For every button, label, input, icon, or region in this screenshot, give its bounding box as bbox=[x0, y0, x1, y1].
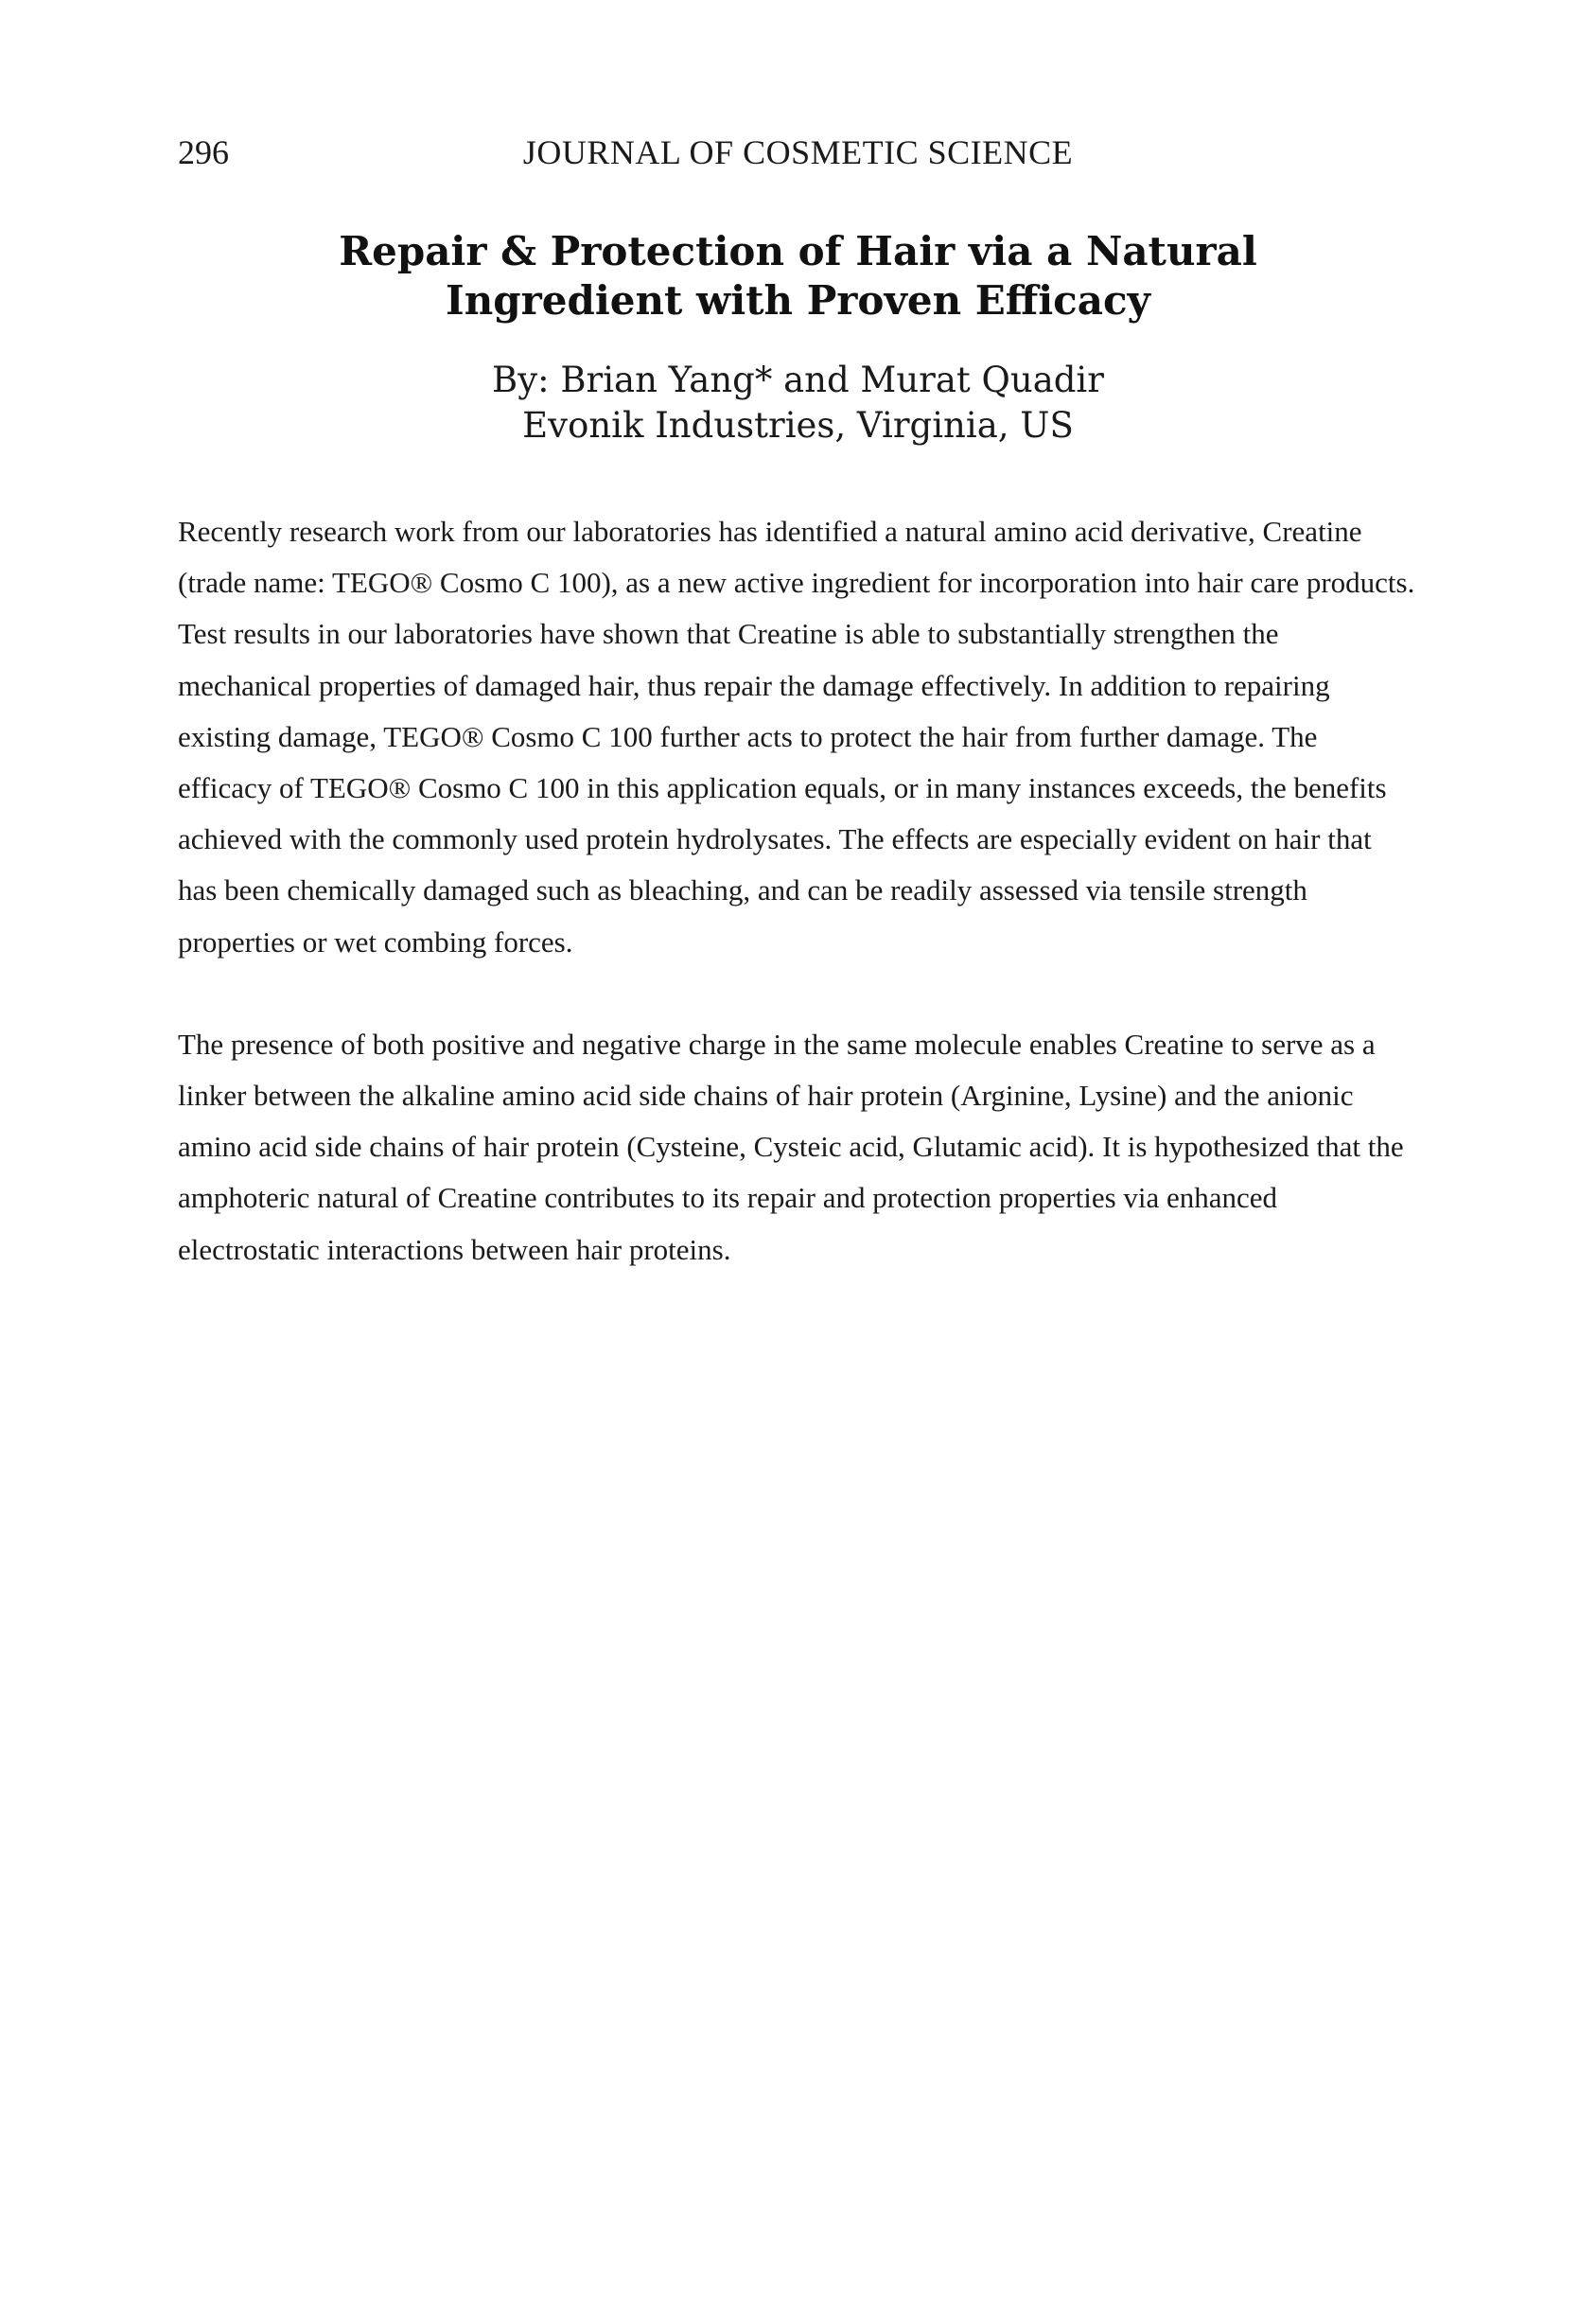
body-paragraph-1: Recently research work from our laboratories has identified a natural amino acid derivative, Creatine (trade name: TEGO® Cosmo C 100), as a new active ingredient for incorporation into hair care products. Test results in our laboratories have shown that Creatine is able to substantially strengthen the mechanical properties of damaged hair, thus repair the damage effectively. In addition to repairing existing damage, TEGO® Cosmo C 100 further acts to protect the hair from further damage. The efficacy of TEGO® Cosmo C 100 in this application equals, or in many instances exceeds, the benefits achieved with the commonly used protein hydrolysates. The effects are especially evident on hair that has been chemically damaged such as bleaching, and can be readily assessed via tensile strength properties or wet combing forces. bbox=[178, 515, 1415, 959]
article-title bbox=[284, 227, 1312, 326]
article-title-line-1: Repair & Protection of Hair via a Natural bbox=[339, 228, 1257, 274]
running-header bbox=[0, 129, 1596, 176]
authors: By: Brian Yang* and Murat Quadir bbox=[492, 360, 1104, 400]
journal-title: JOURNAL OF COSMETIC SCIENCE bbox=[522, 133, 1074, 171]
affiliation: Evonik Industries, Virginia, US bbox=[522, 405, 1074, 446]
page-number: 296 bbox=[178, 133, 229, 171]
article-body bbox=[178, 506, 1417, 1327]
article-title-line-2: Ingredient with Proven Efficacy bbox=[446, 277, 1150, 324]
article-title-block bbox=[284, 227, 1312, 326]
byline bbox=[284, 358, 1312, 449]
body-paragraph-2: The presence of both positive and negative charge in the same molecule enables Creatine to serve as a linker between the alkaline amino acid side chains of hair protein (Arginine, Lysine) and the anionic amino acid side chains of hair protein (Cysteine, Cysteic acid, Glutamic acid). It is hypothesized that the amphoteric natural of Creatine contributes to its repair and protection properties via enhanced electrostatic interactions between hair proteins. bbox=[178, 1027, 1404, 1266]
